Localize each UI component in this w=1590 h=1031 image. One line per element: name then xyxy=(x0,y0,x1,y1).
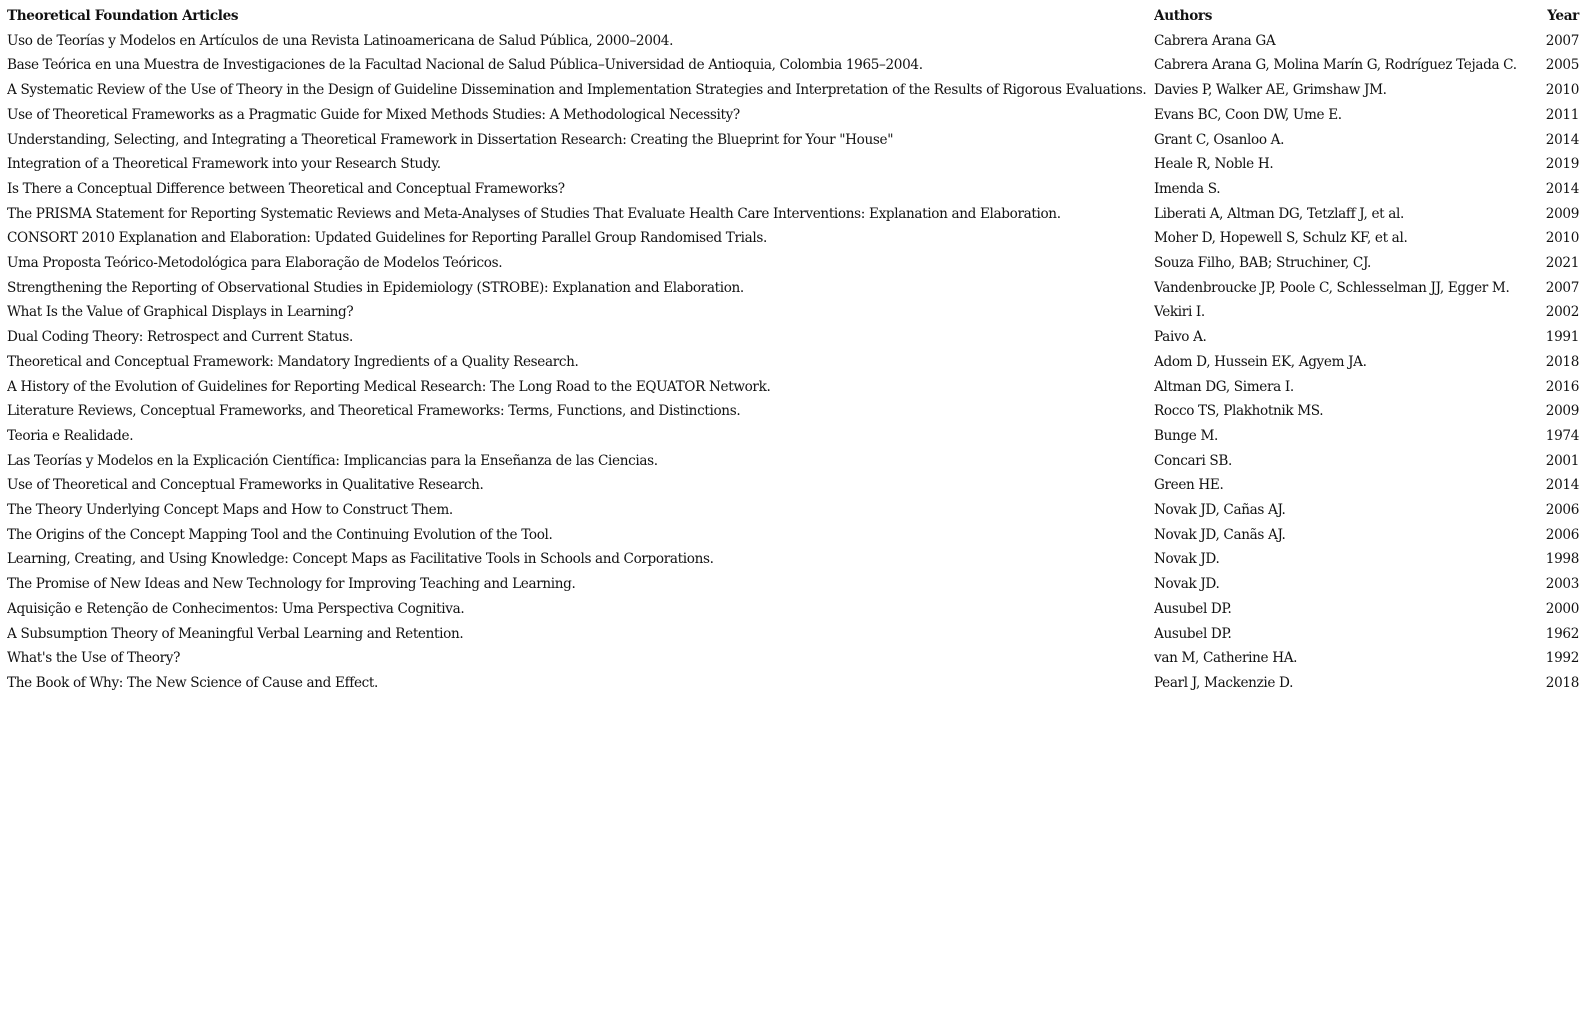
cell-title: A Systematic Review of the Use of Theory in the Design of Guideline Dissemination and Implementation Strategies and Interpretation of the Results of Rigorous Evaluations. xyxy=(7,82,1147,99)
cell-title: Uso de Teorías y Modelos en Artículos de una Revista Latinoamericana de Salud Pública, 2000–2004. xyxy=(7,32,674,49)
cell-title: A Subsumption Theory of Meaningful Verbal Learning and Retention. xyxy=(7,625,464,642)
cell-authors: Ausubel DP. xyxy=(1154,600,1232,617)
table-row xyxy=(7,202,1583,227)
table-row xyxy=(7,646,1583,671)
cell-authors: Heale R, Noble H. xyxy=(1154,156,1274,173)
table-row xyxy=(7,597,1583,622)
cell-title: Is There a Conceptual Difference between Theoretical and Conceptual Frameworks? xyxy=(7,180,565,197)
cell-title: A History of the Evolution of Guidelines for Reporting Medical Research: The Long Road to the EQUATOR Network. xyxy=(7,378,771,395)
cell-authors: Novak JD, Canãs AJ. xyxy=(1154,526,1286,543)
cell-title: Base Teórica en una Muestra de Investigaciones de la Facultad Nacional de Salud Pública–Universidad de Antioquia, Colombia 1965–2004. xyxy=(7,57,923,74)
cell-title: Understanding, Selecting, and Integrating a Theoretical Framework in Dissertation Research: Creating the Blueprint for Your "House" xyxy=(7,131,894,148)
cell-year: 2021 xyxy=(1545,255,1579,272)
table-row xyxy=(7,523,1583,548)
cell-year: 2014 xyxy=(1545,131,1579,148)
cell-authors: van M, Catherine HA. xyxy=(1154,650,1298,667)
cell-authors: Pearl J, Mackenzie D. xyxy=(1154,674,1294,691)
cell-authors: Paivo A. xyxy=(1154,329,1207,346)
cell-title: Strengthening the Reporting of Observational Studies in Epidemiology (STROBE): Explanation and Elaboration. xyxy=(7,279,744,296)
table-header-row xyxy=(7,4,1583,29)
table-row xyxy=(7,177,1583,202)
cell-year: 2010 xyxy=(1545,230,1579,247)
cell-title: CONSORT 2010 Explanation and Elaboration: Updated Guidelines for Reporting Parallel Group Randomised Trials. xyxy=(7,230,767,247)
cell-year: 2018 xyxy=(1545,353,1579,370)
cell-title: What's the Use of Theory? xyxy=(7,650,181,667)
table-row xyxy=(7,399,1583,424)
cell-year: 1991 xyxy=(1545,329,1579,346)
cell-year: 2016 xyxy=(1545,378,1579,395)
cell-authors: Bunge M. xyxy=(1154,427,1219,444)
cell-authors: Green HE. xyxy=(1154,477,1224,494)
cell-authors: Adom D, Hussein EK, Agyem JA. xyxy=(1154,353,1367,370)
cell-year: 2014 xyxy=(1545,180,1579,197)
cell-authors: Souza Filho, BAB; Struchiner, CJ. xyxy=(1154,255,1372,272)
table-row xyxy=(7,572,1583,597)
cell-year: 1992 xyxy=(1545,650,1579,667)
table-row xyxy=(7,251,1583,276)
table-row xyxy=(7,350,1583,375)
cell-year: 2007 xyxy=(1545,279,1579,296)
table-row xyxy=(7,375,1583,400)
cell-year: 1962 xyxy=(1545,625,1579,642)
cell-year: 1998 xyxy=(1545,551,1579,568)
cell-year: 2019 xyxy=(1545,156,1579,173)
cell-authors: Moher D, Hopewell S, Schulz KF, et al. xyxy=(1154,230,1408,247)
cell-title: Theoretical and Conceptual Framework: Mandatory Ingredients of a Quality Research. xyxy=(7,353,579,370)
cell-authors: Cabrera Arana GA xyxy=(1154,32,1276,49)
articles-table xyxy=(7,4,1583,696)
cell-year: 2010 xyxy=(1545,82,1579,99)
cell-authors: Imenda S. xyxy=(1154,180,1221,197)
cell-title: Las Teorías y Modelos en la Explicación Científica: Implicancias para la Enseñanza de las Ciencias. xyxy=(7,452,658,469)
table-row xyxy=(7,276,1583,301)
table-row xyxy=(7,103,1583,128)
cell-year: 2007 xyxy=(1545,32,1579,49)
cell-title: The Theory Underlying Concept Maps and How to Construct Them. xyxy=(7,502,453,519)
cell-authors: Altman DG, Simera I. xyxy=(1154,378,1294,395)
cell-title: Use of Theoretical Frameworks as a Pragmatic Guide for Mixed Methods Studies: A Methodological Necessity? xyxy=(7,106,740,123)
table-row xyxy=(7,300,1583,325)
cell-authors: Ausubel DP. xyxy=(1154,625,1232,642)
table-row xyxy=(7,78,1583,103)
cell-authors: Cabrera Arana G, Molina Marín G, Rodríguez Tejada C. xyxy=(1154,57,1517,74)
cell-authors: Novak JD. xyxy=(1154,551,1220,568)
cell-authors: Grant C, Osanloo A. xyxy=(1154,131,1285,148)
cell-year: 2000 xyxy=(1545,600,1579,617)
table-row xyxy=(7,671,1583,696)
table-row xyxy=(7,547,1583,572)
cell-year: 1974 xyxy=(1545,427,1579,444)
cell-year: 2003 xyxy=(1545,576,1579,593)
cell-title: Literature Reviews, Conceptual Frameworks, and Theoretical Frameworks: Terms, Functions, and Distinctions. xyxy=(7,403,741,420)
cell-year: 2001 xyxy=(1545,452,1579,469)
cell-title: Dual Coding Theory: Retrospect and Current Status. xyxy=(7,329,354,346)
cell-title: The Origins of the Concept Mapping Tool and the Continuing Evolution of the Tool. xyxy=(7,526,553,543)
cell-year: 2014 xyxy=(1545,477,1579,494)
table-row xyxy=(7,29,1583,54)
cell-title: Use of Theoretical and Conceptual Frameworks in Qualitative Research. xyxy=(7,477,484,494)
table-row xyxy=(7,473,1583,498)
cell-authors: Vekiri I. xyxy=(1154,304,1205,321)
cell-authors: Novak JD. xyxy=(1154,576,1220,593)
cell-year: 2005 xyxy=(1545,57,1579,74)
cell-title: Integration of a Theoretical Framework into your Research Study. xyxy=(7,156,441,173)
cell-title: What Is the Value of Graphical Displays in Learning? xyxy=(7,304,354,321)
table-row xyxy=(7,53,1583,78)
cell-authors: Evans BC, Coon DW, Ume E. xyxy=(1154,106,1342,123)
table-row xyxy=(7,498,1583,523)
cell-year: 2009 xyxy=(1545,205,1579,222)
cell-title: The Book of Why: The New Science of Cause and Effect. xyxy=(7,674,378,691)
cell-title: Learning, Creating, and Using Knowledge: Concept Maps as Facilitative Tools in Schools and Corporations. xyxy=(7,551,714,568)
header-year: Year xyxy=(1547,8,1579,24)
table-row xyxy=(7,152,1583,177)
cell-title: The Promise of New Ideas and New Technology for Improving Teaching and Learning. xyxy=(7,576,576,593)
table-row xyxy=(7,424,1583,449)
cell-title: Uma Proposta Teórico-Metodológica para Elaboração de Modelos Teóricos. xyxy=(7,255,503,272)
cell-authors: Rocco TS, Plakhotnik MS. xyxy=(1154,403,1324,420)
cell-year: 2006 xyxy=(1545,526,1579,543)
cell-title: The PRISMA Statement for Reporting Systematic Reviews and Meta-Analyses of Studies That Evaluate Health Care Interventions: Explanation and Elaboration. xyxy=(7,205,1061,222)
header-title: Theoretical Foundation Articles xyxy=(7,8,239,24)
cell-authors: Davies P, Walker AE, Grimshaw JM. xyxy=(1154,82,1387,99)
cell-authors: Concari SB. xyxy=(1154,452,1232,469)
table-row xyxy=(7,325,1583,350)
cell-authors: Vandenbroucke JP, Poole C, Schlesselman JJ, Egger M. xyxy=(1154,279,1510,296)
table-row xyxy=(7,128,1583,153)
table-row xyxy=(7,449,1583,474)
cell-authors: Liberati A, Altman DG, Tetzlaff J, et al. xyxy=(1154,205,1404,222)
cell-year: 2006 xyxy=(1545,502,1579,519)
cell-title: Aquisição e Retenção de Conhecimentos: Uma Perspectiva Cognitiva. xyxy=(7,600,465,617)
cell-year: 2002 xyxy=(1545,304,1579,321)
cell-year: 2011 xyxy=(1545,106,1579,123)
cell-authors: Novak JD, Cañas AJ. xyxy=(1154,502,1286,519)
table-row xyxy=(7,226,1583,251)
cell-title: Teoria e Realidade. xyxy=(7,427,134,444)
cell-year: 2009 xyxy=(1545,403,1579,420)
cell-year: 2018 xyxy=(1545,674,1579,691)
table-row xyxy=(7,622,1583,647)
header-authors: Authors xyxy=(1154,8,1213,24)
